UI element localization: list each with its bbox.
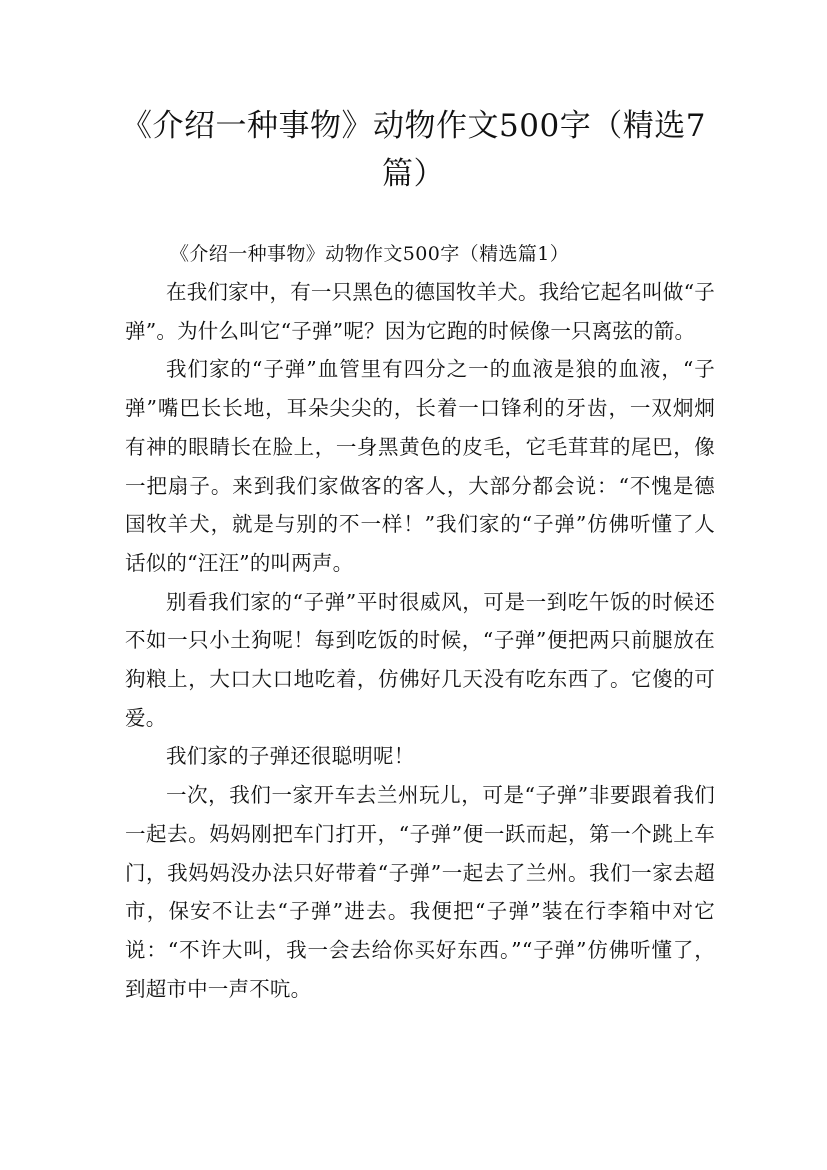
paragraph-4: 我们家的子弹还很聪明呢！ [166, 744, 415, 769]
paragraph-2: 我们家的“子弹”血管里有四分之一的血液是狼的血液，“子弹”嘴巴长长地，耳朵尖尖的，长着一口锋利的牙齿，一双炯炯有神的眼睛长在脸上，一身黑黄色的皮毛，它毛茸茸的尾巴，像一把扇子。来到我们家做客的客人，大部分都会说：“不愧是德国牧羊犬，就是与别的不一样！”我们家的“子弹”仿佛听懂了人话似的“汪汪”的叫两声。 [125, 357, 715, 575]
paragraph-5: 一次，我们一家开车去兰州玩儿，可是“子弹”非要跟着我们一起去。妈妈刚把车门打开，“子弹”便一跃而起，第一个跳上车门，我妈妈没办法只好带着“子弹”一起去了兰州。我们一家去超市，保安不让去“子弹”进去。我便把“子弹”装在行李箱中对它说：“不许大叫，我一会去给你买好东西。”“子弹”仿佛听懂了，到超市中一声不吭。 [125, 783, 715, 1001]
paragraph-3: 别看我们家的“子弹”平时很威风，可是一到吃午饭的时候还不如一只小土狗呢！每到吃饭的时候，“子弹”便把两只前腿放在狗粮上，大口大口地吃着，仿佛好几天没有吃东西了。它傻的可爱。 [125, 589, 715, 730]
section-subtitle: 《介绍一种事物》动物作文500字（精选篇1） [170, 243, 570, 265]
paragraph-1: 在我们家中，有一只黑色的德国牧羊犬。我给它起名叫做“子弹”。为什么叫它“子弹”呢？因为它跑的时候像一只离弦的箭。 [125, 280, 715, 343]
document-title: 《介绍一种事物》动物作文500字（精选7篇） [121, 108, 706, 192]
document-body [125, 236, 715, 1008]
